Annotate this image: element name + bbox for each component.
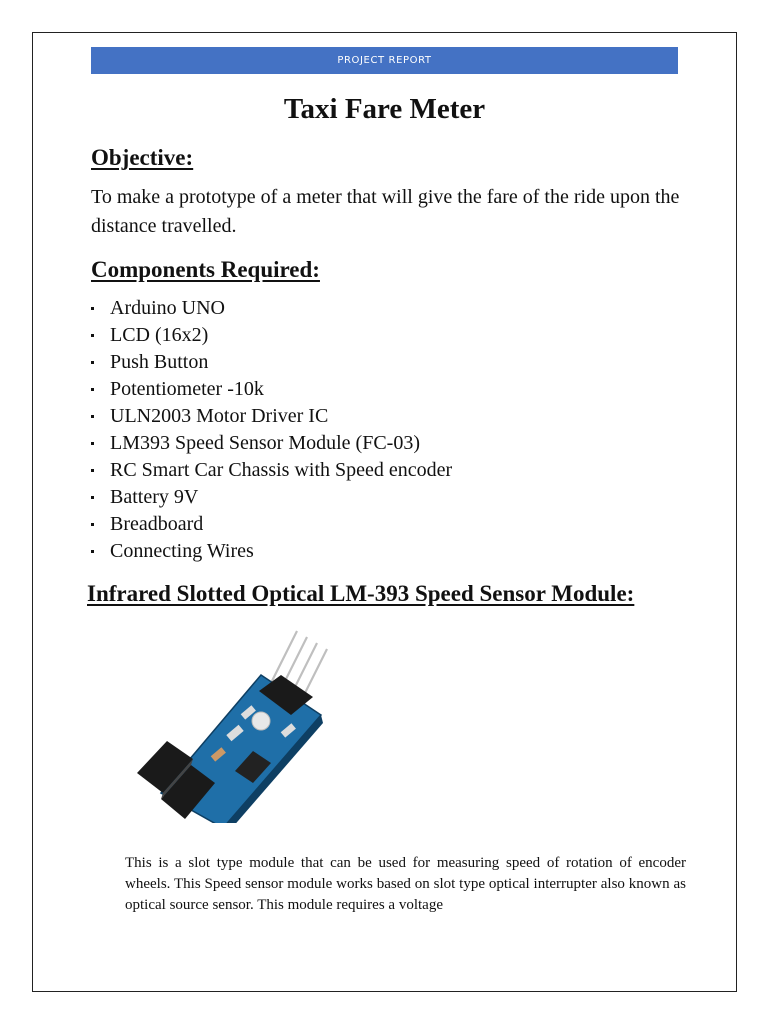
bullet-icon (91, 442, 94, 445)
objective-heading: Objective: (91, 145, 194, 170)
bullet-icon (91, 334, 94, 337)
list-item: LCD (16x2) (91, 322, 452, 349)
sensor-description: This is a slot type module that can be used for measuring speed of rotation of encoder wheels. This Speed sensor module works based on slot type optical interrupter also known as optical source sensor. This module requires a voltage (125, 855, 686, 913)
bullet-icon (91, 388, 94, 391)
list-item: LM393 Speed Sensor Module (FC-03) (91, 430, 452, 457)
bullet-icon (91, 469, 94, 472)
sensor-heading: Infrared Slotted Optical LM-393 Speed Sensor Module: (87, 581, 635, 606)
list-item: RC Smart Car Chassis with Speed encoder (91, 457, 452, 484)
bullet-icon (91, 496, 94, 499)
bullet-icon (91, 307, 94, 310)
list-item: Breadboard (91, 511, 452, 538)
bullet-icon (91, 550, 94, 553)
list-item: Push Button (91, 349, 452, 376)
list-item: Arduino UNO (91, 295, 452, 322)
document-title: Taxi Fare Meter (283, 93, 486, 125)
components-heading: Components Required: (91, 257, 320, 282)
components-list (91, 295, 452, 565)
project-report-banner: PROJECT REPORT (91, 47, 678, 74)
list-item: ULN2003 Motor Driver IC (91, 403, 452, 430)
list-item: Connecting Wires (91, 538, 452, 565)
bullet-icon (91, 415, 94, 418)
bullet-icon (91, 523, 94, 526)
speed-sensor-module-photo (131, 623, 353, 823)
document-page (32, 32, 737, 992)
list-item: Potentiometer -10k (91, 376, 452, 403)
objective-text: To make a prototype of a meter that will give the fare of the ride upon the distance travelled. (91, 186, 680, 237)
list-item: Battery 9V (91, 484, 452, 511)
bullet-icon (91, 361, 94, 364)
